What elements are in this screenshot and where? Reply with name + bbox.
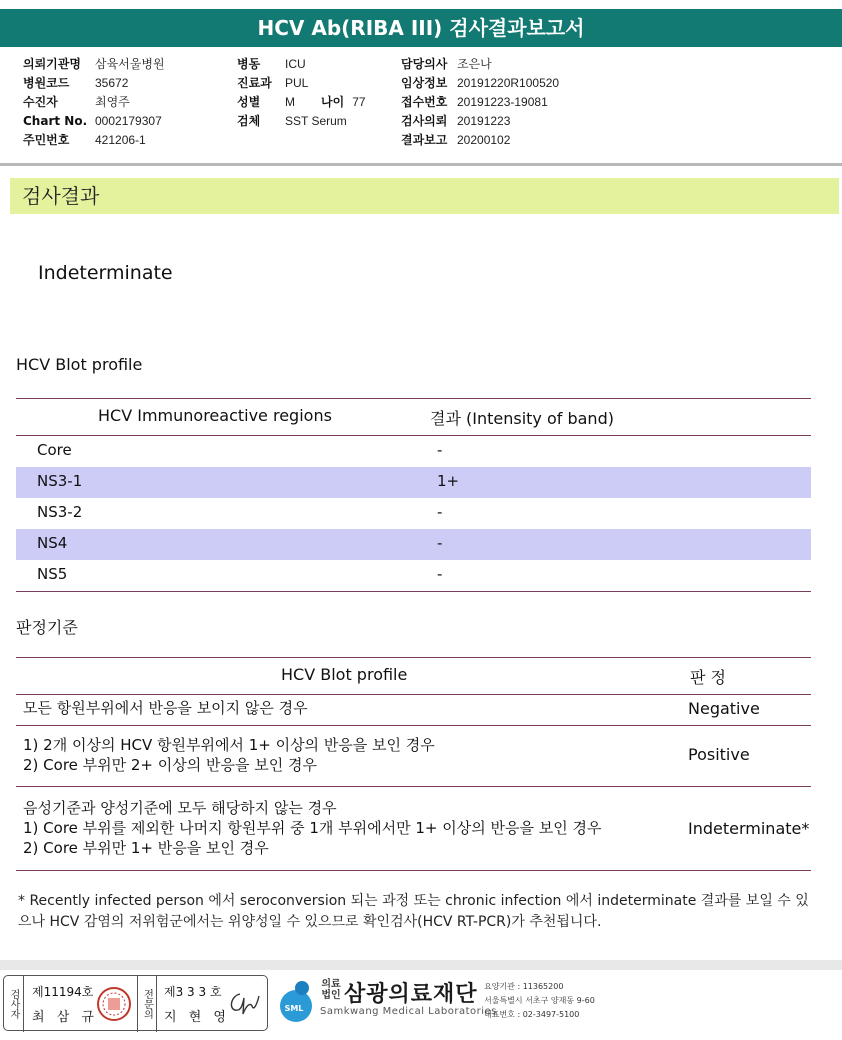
- info-value: 20200102: [457, 133, 511, 147]
- lab-info-line: 요양기관 : 11365200: [484, 982, 564, 991]
- criteria-line: 2) Core 부위만 2+ 이상의 반응을 보인 경우: [23, 756, 317, 774]
- info-row-hospital-code: [23, 74, 165, 93]
- info-row-specimen: [237, 112, 366, 131]
- info-row-request-date: [401, 112, 559, 131]
- info-row-doctor: [401, 55, 559, 74]
- column-header-result: 결과 (Intensity of band): [430, 409, 614, 428]
- info-value: SST Serum: [285, 114, 347, 128]
- criteria-cell: [23, 798, 601, 858]
- info-value: 20191223: [457, 114, 511, 128]
- column-header-profile: HCV Blot profile: [281, 665, 408, 684]
- tester-license: 제11194호: [32, 985, 94, 999]
- lab-info-line: 서울특별시 서초구 양재동 9-60: [484, 996, 595, 1005]
- tester-label: [4, 976, 24, 1032]
- table-row: [16, 498, 811, 529]
- criteria-cell: [23, 735, 435, 775]
- tester-label-text: 검사자: [8, 989, 19, 1019]
- info-label: 검사의뢰: [401, 114, 448, 128]
- lab-logo: [272, 975, 602, 1031]
- info-label: 담당의사: [401, 57, 448, 71]
- info-label: 진료과: [237, 76, 272, 90]
- footnote: * Recently infected person 에서 seroconversion 되는 과정 또는 chronic infection 에서 indeterminate 결과를 보일 수 있으나 HCV 감염의 저위험군에서는 위양성일 수 있으므로 확인검사(HCV RT-PCR)가 추천됩니다.: [18, 893, 809, 930]
- doctor-license: 제3 3 3 호: [164, 985, 222, 999]
- info-label: 병원코드: [23, 76, 70, 90]
- table-header: [16, 398, 811, 436]
- lab-info-line: 대표번호 : 02-3497-5100: [484, 1010, 580, 1019]
- section-title: 검사결과: [10, 178, 839, 214]
- table-row: [16, 695, 811, 726]
- region-cell: NS4: [37, 534, 68, 552]
- info-value: 조은나: [457, 57, 492, 71]
- info-value: 35672: [95, 76, 129, 90]
- region-cell: Core: [37, 441, 72, 459]
- info-row-ward: [237, 55, 366, 74]
- table-row: [16, 726, 811, 787]
- result-cell: 1+: [437, 472, 460, 490]
- info-label: 성별: [237, 95, 261, 109]
- patient-info-column-3: [401, 55, 559, 150]
- criteria-line: 모든 항원부위에서 반응을 보이지 않은 경우: [23, 699, 308, 717]
- info-value: 최영주: [95, 95, 130, 109]
- info-label: 임상정보: [401, 76, 448, 90]
- doctor-label-text: 전문의: [141, 989, 153, 1019]
- info-row-patient: [23, 93, 165, 112]
- judgement-cell: Negative: [688, 699, 760, 718]
- info-value: 20191223-19081: [457, 95, 548, 109]
- sml-logo-icon: [272, 978, 316, 1026]
- info-row-institution: [23, 55, 165, 74]
- signature-box: [3, 975, 268, 1031]
- info-label: 검체: [237, 114, 261, 128]
- patient-info-column-2: [237, 55, 366, 131]
- info-label: 의뢰기관명: [23, 57, 81, 71]
- table-row: [16, 560, 811, 591]
- info-row-clinical-info: [401, 74, 559, 93]
- table-row: [16, 529, 811, 560]
- info-value: 20191220R100520: [457, 76, 560, 90]
- column-header-judgement: 판 정: [690, 668, 726, 687]
- tester-name: 최 삼 규: [32, 1010, 98, 1025]
- info-label: 수진자: [23, 95, 58, 109]
- doctor-name: 지 현 영: [164, 1010, 230, 1025]
- criteria-heading: 판정기준: [16, 618, 78, 637]
- info-row-department: [237, 74, 366, 93]
- header-divider: [0, 163, 842, 166]
- judgement-cell: Indeterminate*: [688, 819, 810, 838]
- doctor-label: [137, 976, 157, 1032]
- info-value: 0002179307: [95, 114, 162, 128]
- result-value: Indeterminate: [38, 262, 173, 284]
- info-row-sex-age: [237, 93, 366, 112]
- info-label: 주민번호: [23, 133, 70, 147]
- result-cell: -: [437, 503, 443, 521]
- result-cell: -: [437, 441, 443, 459]
- table-row: [16, 787, 811, 871]
- info-row-report-date: [401, 131, 559, 150]
- table-row: [16, 436, 811, 467]
- info-value: PUL: [285, 76, 309, 90]
- table-header: [16, 657, 811, 695]
- info-label: 병동: [237, 57, 261, 71]
- signature-icon: [226, 988, 262, 1020]
- seal-stamp-icon: [96, 986, 132, 1022]
- footer-band: [0, 960, 842, 970]
- age-label: 나이: [321, 95, 345, 109]
- blot-profile-heading: HCV Blot profile: [16, 355, 143, 374]
- logo-text: SML: [284, 1004, 304, 1013]
- info-row-resident-no: [23, 131, 165, 150]
- criteria-line: 음성기준과 양성기준에 모두 해당하지 않는 경우: [23, 799, 337, 817]
- info-value: M: [285, 95, 295, 109]
- report-title: HCV Ab(RIBA III) 검사결과보고서: [0, 9, 842, 47]
- criteria-cell: [23, 698, 308, 718]
- info-label: 결과보고: [401, 133, 448, 147]
- region-cell: NS5: [37, 565, 68, 583]
- lab-english-name: Samkwang Medical Laboratories: [320, 1006, 497, 1017]
- table-row: [16, 467, 811, 498]
- region-cell: NS3-2: [37, 503, 83, 521]
- info-label: 접수번호: [401, 95, 448, 109]
- info-value: 421206-1: [95, 133, 146, 147]
- info-value: ICU: [285, 57, 306, 71]
- info-label: Chart No.: [23, 114, 88, 128]
- table-bottom-rule: [16, 591, 811, 592]
- info-row-receipt-no: [401, 93, 559, 112]
- lab-contact-info: [484, 980, 595, 1022]
- criteria-line: 1) 2개 이상의 HCV 항원부위에서 1+ 이상의 반응을 보인 경우: [23, 736, 435, 754]
- criteria-line: 2) Core 부위만 1+ 반응을 보인 경우: [23, 839, 269, 857]
- info-value: 삼육서울병원: [95, 57, 165, 71]
- result-cell: -: [437, 565, 443, 583]
- criteria-line: 1) Core 부위를 제외한 나머지 항원부위 중 1개 부위에서만 1+ 이상의 반응을 보인 경우: [23, 819, 602, 837]
- age-value: 77: [352, 95, 366, 109]
- lab-name: 삼광의료재단: [344, 982, 478, 1007]
- region-cell: NS3-1: [37, 472, 83, 490]
- blot-profile-table: [16, 398, 811, 592]
- criteria-table: [16, 657, 811, 871]
- result-cell: -: [437, 534, 443, 552]
- info-row-chart-no: [23, 112, 165, 131]
- column-header-regions: HCV Immunoreactive regions: [98, 406, 332, 425]
- lab-small-label: 의료법인: [321, 979, 341, 1001]
- judgement-cell: Positive: [688, 745, 750, 764]
- patient-info-column-1: [23, 55, 165, 150]
